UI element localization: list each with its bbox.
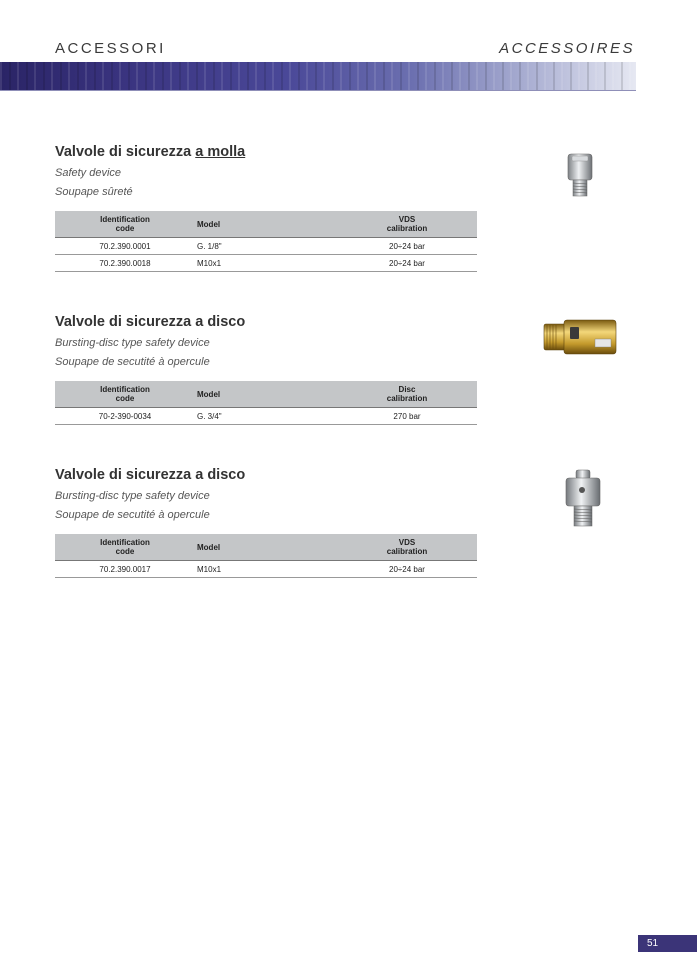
spec-table [55, 211, 477, 272]
col-code-header: Identification code [55, 211, 195, 238]
col-model-header: Model [195, 534, 337, 561]
spring-valve-image [560, 150, 600, 202]
col-calibration-header: VDS calibration [337, 211, 477, 238]
table-row: 70.2.390.0001 G. 1/8" 20÷24 bar [55, 238, 477, 255]
header-band-line [0, 90, 636, 91]
subtitle-en: Safety device [55, 167, 122, 179]
table-row: 70-2-390-0034 G. 3/4" 270 bar [55, 408, 477, 425]
col-model-header: Model [195, 211, 337, 238]
header-right: ACCESSOIRES [499, 40, 635, 57]
col-calibration-header: VDS calibration [337, 534, 477, 561]
spec-table [55, 381, 477, 425]
section-title: Valvole di sicurezza a disco [55, 314, 246, 330]
col-code-header: Identification code [55, 381, 195, 408]
subtitle-en: Bursting-disc type safety device [55, 490, 210, 502]
page-number: 51 [638, 935, 697, 952]
table-row: 70.2.390.0017 M10x1 20÷24 bar [55, 561, 477, 578]
subtitle-fr: Soupape sûreté [55, 186, 133, 198]
col-model-header: Model [195, 381, 337, 408]
subtitle-fr: Soupape de secutité à opercule [55, 356, 210, 368]
disc-valve-steel-image [560, 468, 606, 532]
spec-table [55, 534, 477, 578]
col-calibration-header: Disc calibration [337, 381, 477, 408]
header-left: ACCESSORI [55, 40, 166, 57]
section-title: Valvole di sicurezza a molla [55, 144, 246, 160]
col-code-header: Identification code [55, 534, 195, 561]
header-band [0, 62, 636, 90]
table-row: 70.2.390.0018 M10x1 20÷24 bar [55, 255, 477, 272]
subtitle-fr: Soupape de secutité à opercule [55, 509, 210, 521]
disc-valve-brass-image [540, 313, 625, 363]
subtitle-en: Bursting-disc type safety device [55, 337, 210, 349]
section-title: Valvole di sicurezza a disco [55, 467, 246, 483]
